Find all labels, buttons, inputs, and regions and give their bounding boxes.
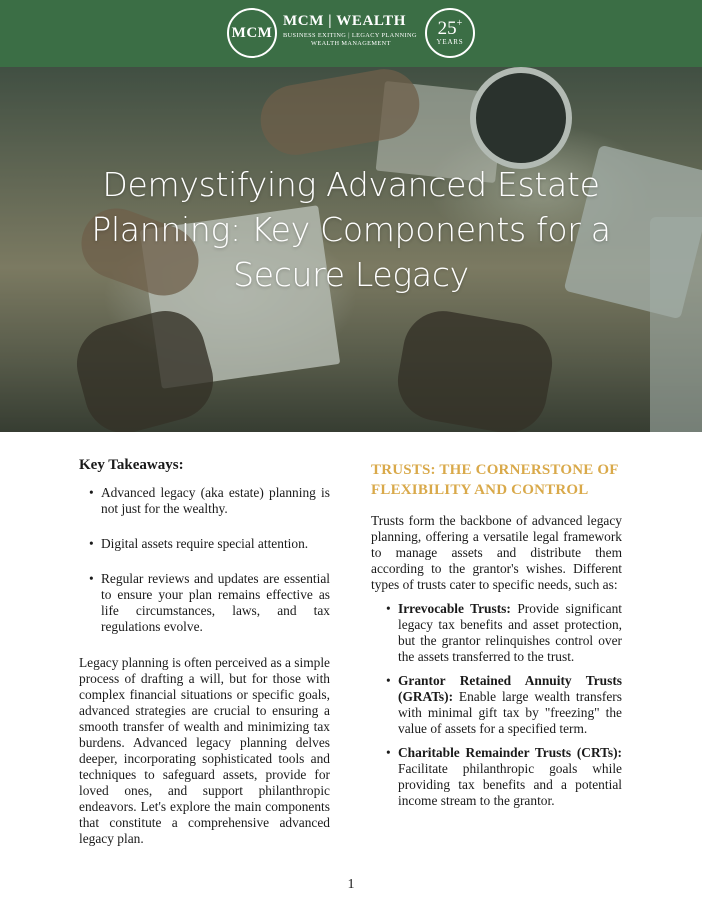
brand-block xyxy=(283,13,418,48)
trust-types-list xyxy=(371,601,622,809)
brand-tagline-2: WEALTH MANAGEMENT xyxy=(311,40,391,47)
takeaway-item: • Digital assets require special attention. xyxy=(101,536,330,552)
trust-description: Facilitate philanthropic goals while providing tax benefits and a potential income stream to the grantor. xyxy=(398,761,622,808)
intro-paragraph: Legacy planning is often perceived as a simple process of drafting a will, but for those with complex financial situations or specific goals, advanced strategies are crucial to ensuring a smooth transfer of wealth and minimizing tax burdens. Advanced legacy planning delves deeper, incorporating sophisticated tools and techniques to safeguard assets, provide for loved ones, and support philanthropic endeavors. Let's explore the main components that constitute a comprehensive advanced legacy plan. xyxy=(79,655,330,846)
brand-tagline-1: BUSINESS EXITING | LEGACY PLANNING xyxy=(283,32,417,39)
key-takeaways-heading: Key Takeaways: xyxy=(79,457,184,473)
page-title: Demystifying Advanced Estate Planning: Key Components for a Secure Legacy xyxy=(91,165,611,294)
trust-name: Charitable Remainder Trusts (CRTs): xyxy=(398,745,622,760)
hero-image xyxy=(0,67,702,432)
mcm-logo-icon xyxy=(227,8,277,58)
header-bar xyxy=(0,0,702,67)
trusts-section-heading: TRUSTS: THE CORNERSTONE OF FLEXIBILITY AND CONTROL xyxy=(371,462,619,498)
brand-name: MCM | WEALTH xyxy=(283,13,407,29)
years-badge-icon xyxy=(425,8,475,58)
takeaway-item: • Regular reviews and updates are essential to ensure your plan remains effective as life circumstances, laws, and tax regulations evolve. xyxy=(101,571,330,635)
years-label: YEARS xyxy=(436,38,464,46)
takeaway-item: • Advanced legacy (aka estate) planning is not just for the wealthy. xyxy=(101,485,330,517)
trust-description: Provide significant legacy tax benefits and asset protection, but the grantor relinquishes control over the assets transferred to the trust. xyxy=(398,601,622,664)
trust-name: Grantor Retained Annuity Trusts (GRATs): xyxy=(398,673,622,704)
trusts-paragraph: Trusts form the backbone of advanced legacy planning, offering a versatile legal framework to manage assets and distribute them according to the grantor's wishes. Different types of trusts cater to specific needs, such as: xyxy=(371,513,622,592)
trust-item xyxy=(398,745,622,809)
trust-description: Enable large wealth transfers with minimal gift tax by "freezing" the value of assets for a specified term. xyxy=(398,689,622,736)
trust-item xyxy=(398,601,622,665)
page-number: 1 xyxy=(347,877,355,892)
trust-name: Irrevocable Trusts: xyxy=(398,601,511,616)
years-number: 25+ xyxy=(437,18,463,39)
trust-item xyxy=(398,673,622,737)
logo-text: MCM xyxy=(231,24,273,41)
right-column xyxy=(371,460,622,817)
key-takeaways-list xyxy=(79,485,330,635)
left-column xyxy=(79,457,330,847)
